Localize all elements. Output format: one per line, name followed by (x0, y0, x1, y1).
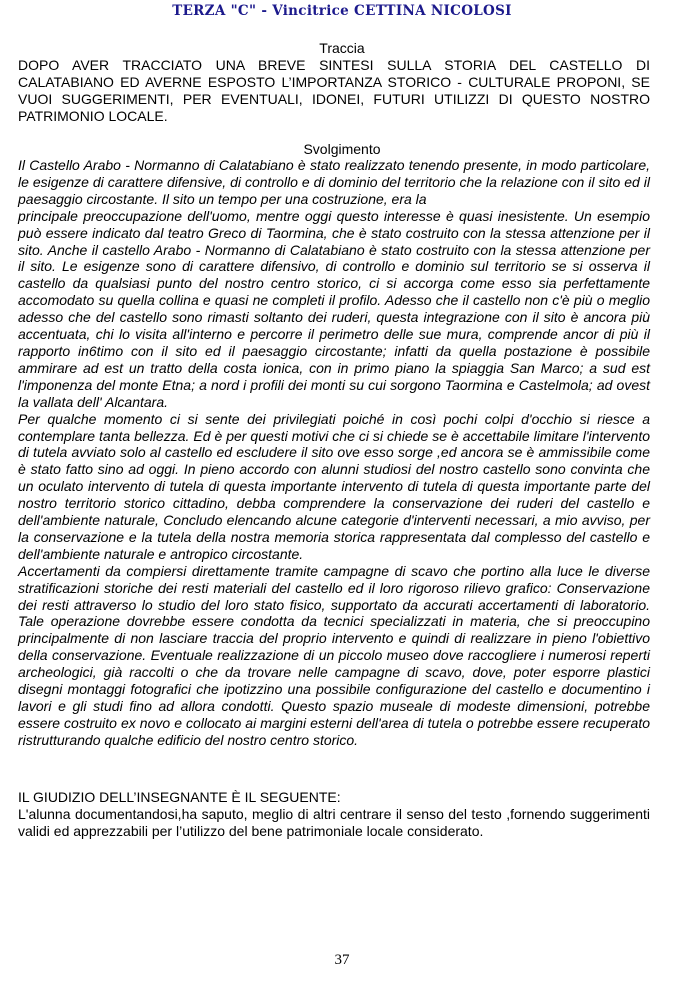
page-title: TERZA "C" - Vincitrice CETTINA NICOLOSI (172, 3, 512, 19)
giudizio-text: L'alunna documentandosi,ha saputo, meglio di altri centrare il senso del testo ,fornendo suggerimenti validi ed apprezzabili per l’utilizzo del bene patrimoniale locale considerato. (18, 806, 650, 839)
svolgimento-paragraph: principale preoccupazione dell'uomo, mentre oggi questo interesse è quasi inesistente. Un esempio può essere indicato dal teatro Greco di Taormina, che è stato costruito con la stessa attenzione per il sito. Anche il castello Arabo - Normanno di Calatabiano è stato costruito con la stessa attenzione per il sito. Le esigenze sono di carattere difensivo, di controllo e dominio sul territorio se si osserva il castello da qualsiasi punto del nostro centro storico, ci si accorga come esso sia perfettamente accomodato su quella collina e quasi ne completi il profilo. Adesso che il castello non c'è più o meglio adesso che del castello sono rimasti soltanto dei ruderi, questa integrazione con il sito è ancora più accentuata, chi lo visita all'interno e percorre il perimetro delle sue mura, comprende ancor di più il rapporto in6timo con il sito ed il paesaggio circostante; infatti da quella postazione è possibile ammirare ad est un tratto della costa ionica, con in primo piano la spiaggia San Marco; a sud est l'imponenza del monte Etna; a nord i profili dei monti su cui sorgono Taormina e Castelmola; ad ovest la vallata dell' Alcantara. (18, 207, 650, 410)
svolgimento-paragraph: Il Castello Arabo - Normanno di Calatabiano è stato realizzato tenendo presente, in modo particolare, le esigenze di carattere difensive, di controllo e di dominio del territorio che la relazione con il sito ed il paesaggio circostante. Il sito un tempo per una costruzione, era la (18, 157, 650, 207)
svolgimento-body (18, 157, 650, 749)
svolgimento-heading: Svolgimento (303, 141, 381, 157)
traccia-text: DOPO AVER TRACCIATO UNA BREVE SINTESI SULLA STORIA DEL CASTELLO DI CALATABIANO ED AVERNE ESPOSTO L’IMPORTANZA STORICO - CULTURALE PROPONI, SE VUOI SUGGERIMENTI, PER EVENTUALI, IDONEI, FUTURI UTILIZZI DI QUESTO NOSTRO PATRIMONIO LOCALE. (18, 57, 650, 124)
traccia-heading: Traccia (319, 40, 365, 56)
svolgimento-paragraph: Per qualche momento ci si sente dei privilegiati poiché in così pochi colpi d'occhio si riesce a contemplare tanta bellezza. Ed è per questi motivi che ci si chiede se è accettabile limitare l'intervento di tutela avviato solo al castello ed escludere il sito ove esso sorge ,ed ancora se è ammissibile come è stato fatto sino ad oggi. In pieno accordo con alunni studiosi del nostro castello sono convinta che un oculato intervento di tutela di questa importante intervento di tutela di questa importante parte del nostro territorio storico cittadino, debba comprendere la conservazione dei ruderi del castello e dell'ambiente naturale, Concludo elencando alcune categorie d'interventi necessari, a mio avviso, per la conservazione e la tutela della nostra memoria storica rappresentata dal complesso del castello e dell'ambiente naturale e antropico circostante. (18, 410, 650, 562)
page-number: 37 (334, 952, 350, 968)
giudizio-heading: IL GIUDIZIO DELL’INSEGNANTE È IL SEGUENTE: (18, 789, 341, 805)
svolgimento-paragraph: Accertamenti da compiersi direttamente tramite campagne di scavo che portino alla luce le diverse stratificazioni storiche dei resti materiali del castello ed il loro rigoroso rilievo grafico: Conservazione dei resti attraverso lo studio del loro stato fisico, supportato da accurati accertamenti di laboratorio. Tale operazione dovrebbe essere condotta da tecnici specializzati in materia, che si preoccupino principalmente di non lasciare traccia del proprio intervento e quindi di realizzare in pieno l'obiettivo della conservazione. Eventuale realizzazione di un piccolo museo dove raccogliere i numerosi reperti archeologici, già raccolti o che da trovare nelle campagne di scavo, dove, poter esporre plastici disegni montaggi fotografici che ipotizzino una possibile configurazione del castello e documentino i lavori e gli studi fino ad allora condotti. Questo spazio museale di modeste dimensioni, potrebbe essere costruito ex novo e collocato ai margini esterni dell'area di tutela o potrebbe essere recuperato ristrutturando qualche edificio del nostro centro storico. (18, 562, 650, 748)
